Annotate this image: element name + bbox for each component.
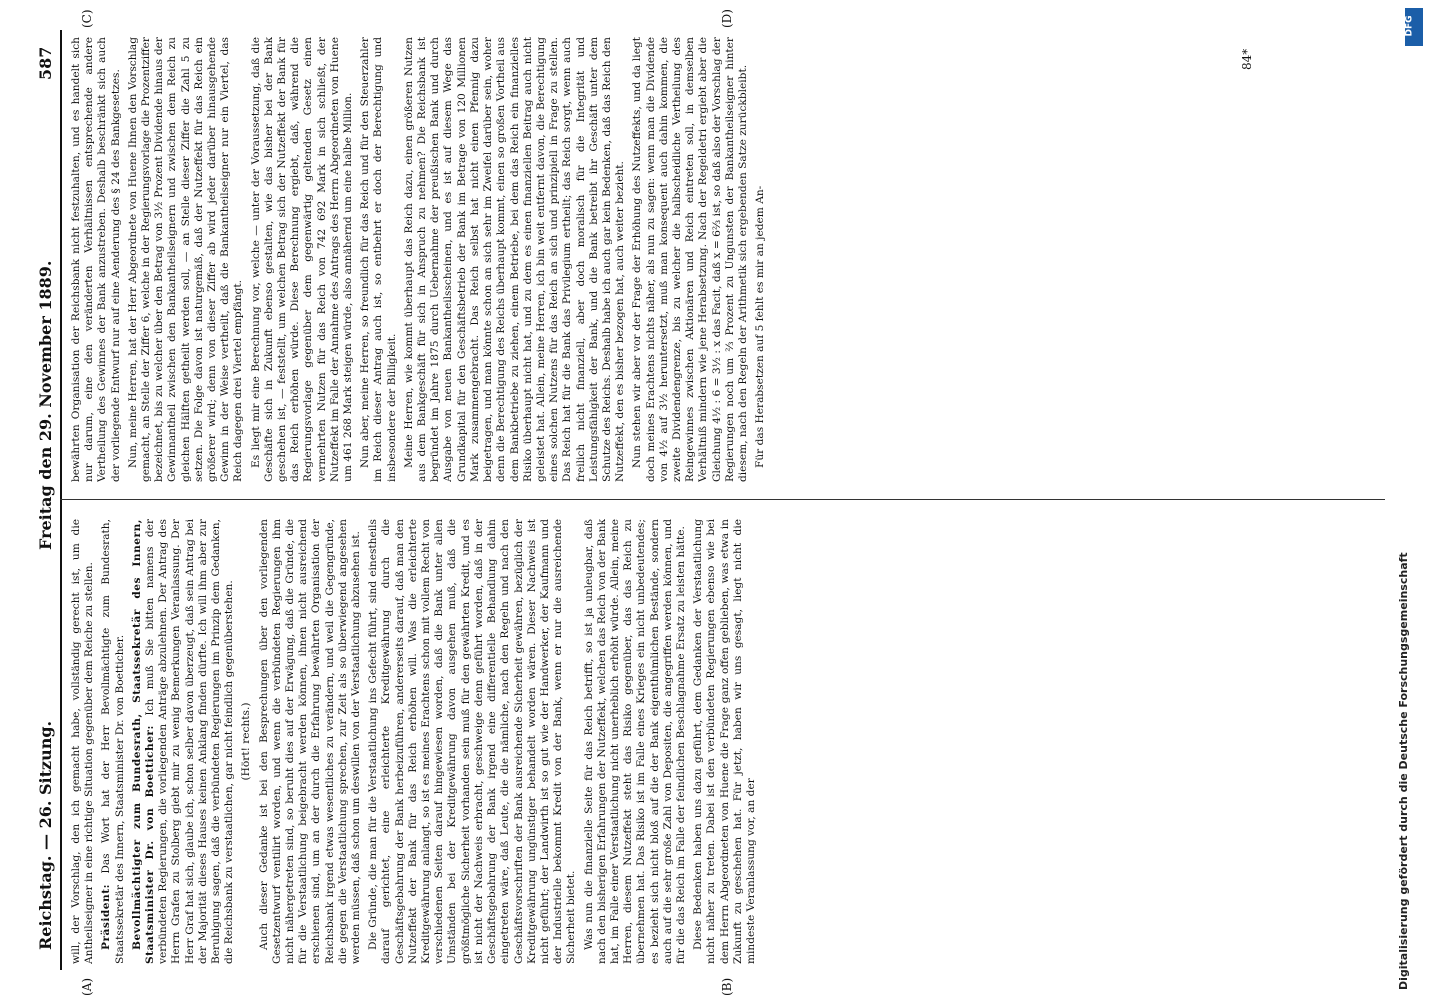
margin-mark-c: (C) bbox=[80, 9, 94, 28]
interjection: (Hört! rechts.) bbox=[240, 702, 253, 781]
paragraph: Nun stehen wir aber vor der Frage der Erhöhung des Nutzeffekts, und da liegt doch meines Erachtens nichts näher, als nun zu sagen: wenn man die Dividende von 4½ auf 3½ heruntersetzt, muß man konsequent auch dahin kommen, die zweite Dividendengrenze, bis zu welcher die halbscheidliche Vertheilung des Reingewinnes zwischen Aktionären und Reich eintreten soll, in demselben Verhältniß mindern wie jene Herabsetzung. Nach der Regeldetri ergiebt aber die Gleichung 4½ : 6 = 3½ : x das Facit, daß x = 6⅔ ist, so daß also der Vorschlag der Regierungen noch um ⅔ Prozent zu Ungunsten der Bankantheilseigner hinter diesem, nach den Regeln der Arithmetik sich ergebenden Satze zurückbleibt. bbox=[631, 37, 749, 482]
right-column bbox=[70, 37, 1380, 482]
header-left: Reichstag. — 26. Sitzung. bbox=[36, 720, 55, 950]
dfg-logo: DFG bbox=[1405, 8, 1423, 46]
speaker-label: Präsident: bbox=[100, 883, 113, 950]
paragraph: bewährten Organisation der Reichsbank nicht festzuhalten, und es handelt sich nur darum, eine den veränderten Verhältnissen entsprechende andere Vertheilung des Gewinnes der Bank anzustreben. Deshalb beschränkt sich auch der vorliegende Entwurf nur auf eine Aenderung des § 24 des Bankgesetzes. bbox=[70, 37, 122, 482]
paragraph: Nun aber, meine Herren, so freundlich für das Reich und für den Steuerzahler im Reich dieser Antrag auch ist, so entbehrt er doch der Berechtigung und insbesondere der Billigkeit. bbox=[359, 37, 398, 482]
speaker-label: Bevollmächtigter zum Bundesrath, Staatssekretär des Innern, Staatsminister Dr. von Boetticher: bbox=[130, 519, 157, 964]
paragraph-text: Das Wort hat der Herr Bevollmächtigte zum Bundesrath, Staatssekretär des Innern, Staatsminister Dr. von Boetticher. bbox=[100, 519, 126, 964]
paragraph: Diese Bedenken haben uns dazu geführt, dem Gedanken der Verstaatlichung nicht näher zu treten. Dabei ist den verbündeten Regierungen ebenso wie bei dem Herrn Abgeordneten von Huene die Frage ganz offen geblieben, was etwa in Zukunft zu geschehen hat. Für jetzt, haben wir uns gesagt, liegt nicht die mindeste Veranlassung vor, an der bbox=[692, 519, 757, 964]
header-rule bbox=[60, 30, 62, 970]
paragraph: Auch dieser Gedanke ist bei den Besprechungen über den vorliegenden Gesetzentwurf ventilirt worden, und wenn die verbündeten Regierungen ihm nicht nähergetreten sind, so beruht dies auf der Erwägung, daß die Gründe, die für die Verstaatlichung beigebracht werden können, ihnen nicht ausreichend erschienen sind, um an der durch die Erfahrung bewährten Organisation der Reichsbank irgend etwas wesentliches zu verändern, und weil die Gegengründe, die gegen die Verstaatlichung sprechen, zur Zeit als so überwiegend angesehen werden müssen, daß schon um deswillen von der Verstaatlichung abzusehen ist. bbox=[257, 519, 363, 964]
margin-mark-d: (D) bbox=[720, 9, 734, 28]
paragraph: Was nun die finanzielle Seite für das Reich betrifft, so ist ja unleugbar, daß nach den bisherigen Erfahrungen der Nutzeffekt, welchen das Reich von der Bank hat, im Falle einer Verstaatlichung nicht unerheblich erhöht würde. Allein, meine Herren, diesem Nutzeffekt steht das Risiko gegenüber, das das Reich zu übernehmen hat. Das Risiko ist im Falle eines Krieges ein nicht unbedeutendes; es bezieht sich nicht bloß auf die der Bank eigenthümlichen Bestände, sondern auch auf die sehr große Zahl von Depositen, die angegriffen werden können, und für die das Reich im Falle der feindlichen Beschlagnahme Ersatz zu leisten hätte. bbox=[582, 519, 687, 964]
paragraph: Die Gründe, die man für die Verstaatlichung ins Gefecht führt, sind einestheils darauf gerichtet, eine erleichterte Kreditgewährung durch die Geschäftsgebahrung der Bank herbeizuführen, andererseits darauf, daß man den Nutzeffekt der Bank für das Reich erhöhen will. Was die erleichterte Kreditgewährung anlangt, so ist es meines Erachtens schon mit vollem Recht von verschiedenen Seiten darauf hingewiesen worden, daß die Bank unter allen Umständen bei der Kreditgewährung davon ausgehen muß, daß die größtmögliche Sicherheit vorhanden sein muß für den gewährten Kredit, und es ist nicht der Nachweis erbracht, geschweige denn geführt worden, daß in der Geschäftsgebahrung der Bank irgend eine differentielle Behandlung dahin eingetreten wäre, daß Leute, die die nämliche, nach den Regeln und nach den Geschäftsvorschriften der Bank ausreichende Sicherheit gewähren, bezüglich der Kreditgewährung ungünstiger behandelt worden wären. Dieser Nachweis ist nicht geführt; der Landwirth ist so gut wie der Handwerker, der Kaufmann und der Industrielle bekommt Kredit von der Bank, wenn er nur die ausreichende Sicherheit bietet. bbox=[367, 519, 578, 964]
left-column bbox=[70, 519, 1380, 964]
paragraph: Nun, meine Herren, hat der Herr Abgeordnete von Huene Ihnen den Vorschlag gemacht, an Stelle der Ziffer 6, welche in der Regierungsvorlage die Prozentziffer bezeichnet, bis zu welcher über den Betrag von 3½ Prozent Dividende hinaus der Gewinnantheil zwischen den Bankantheilseignern und zwischen dem Reich zu gleichen Hälften getheilt werden soll, — an Stelle dieser Ziffer die Zahl 5 zu setzen. Die Folge davon ist naturgemäß, daß der Nutzeffekt für das Reich ein größerer wird; denn von dieser Ziffer ab wird jeder darüber hinausgehende Gewinn in der Weise vertheilt, daß die Bankantheilseigner nur ein Viertel, das Reich dagegen drei Viertel empfängt. bbox=[126, 37, 245, 482]
paragraph: will, der Vorschlag, den ich gemacht habe, vollständig gerecht ist, um die Antheilseigner in eine richtige Situation gegenüber dem Reiche zu stellen. bbox=[70, 519, 96, 964]
paragraph: Es liegt mir eine Berechnung vor, welche — unter der Voraussetzung, daß die Geschäfte sich in Zukunft ebenso gestalten, wie das bisher bei der Bank geschehen ist, — feststellt, um welchen Betrag sich der Nutzeffekt der Bank für das Reich erhöhen würde. Diese Berechnung ergiebt, daß, während die Regierungsvorlage gegenüber dem gegenwärtig geltenden Gesetz einen vermehrten Nutzen für das Reich von 742 692 Mark in sich schließt, der Nutzeffekt im Falle der Annahme des Antrags des Herrn Abgeordneten von Huene um 461 268 Mark steigen würde, also annähernd um eine halbe Million. bbox=[249, 37, 355, 482]
margin-mark-a: (A) bbox=[80, 977, 94, 996]
signature-mark: 84* bbox=[1240, 48, 1254, 70]
credit-text: Digitalisierung gefördert durch die Deutsche Forschungsgemeinschaft bbox=[1397, 552, 1410, 990]
paragraph: Für das Herabsetzen auf 5 fehlt es mir an jedem An- bbox=[754, 185, 767, 468]
paragraph bbox=[131, 519, 237, 964]
header-date: Freitag den 29. November 1889. bbox=[36, 260, 55, 550]
margin-mark-b: (B) bbox=[720, 977, 734, 996]
running-header bbox=[36, 30, 62, 970]
paragraph bbox=[100, 519, 126, 964]
page-number: 587 bbox=[36, 46, 55, 80]
paragraph-text: Ich muß Sie bitten namens der verbündeten Regierungen, die vorliegenden Anträge abzulehnen. Der Antrag des Herrn Grafen zu Stolberg giebt mir zu wenig Bemerkungen Veranlassung. Der Herr Graf hat sich, glaube ich, schon selber davon überzeugt, daß sein Antrag bei der Majorität dieses Hauses keinen Anklang finden dürfte. Ich will ihm aber zur Beruhigung sagen, daß die verbündeten Regierungen im Prinzip dem Gedanken, die Reichsbank zu verstaatlichen, gar nicht feindlich gegenüberstehen. bbox=[144, 519, 236, 964]
digitization-credit bbox=[1395, 0, 1432, 1000]
paragraph: Meine Herren, wie kommt überhaupt das Reich dazu, einen größeren Nutzen aus dem Bankgeschäft für sich in Anspruch zu nehmen? Die Reichsbank ist begründet im Jahre 1875 durch Uebernahme der preußischen Bank und durch Ausgabe von neuen Bankantheilsscheinen, und es ist auf diesem Wege das Grundkapital für den Geschäftsbetrieb der Bank im Betrage von 120 Millionen Mark zusammengebracht. Das Reich selbst hat nicht einen Pfennig dazu beigetragen, und man könnte schon an sich sehr im Zweifel darüber sein, woher denn die Berechtigung des Reichs überhaupt kommt, einen so großen Vortheil aus dem Bankbetriebe zu ziehen, einem Betriebe, bei dem das Reich ein finanzielles Risiko überhaupt nicht hat, und zu dem es einen finanziellen Beitrag auch nicht geleistet hat. Allein, meine Herren, ich bin weit entfernt davon, die Berechtigung eines solchen Nutzens für das Reich an sich und prinzipiell in Frage zu stellen. Das Reich hat für die Bank das Privilegium ertheilt; das Reich sorgt, wenn auch freilich nicht finanziell, aber doch moralisch für die Integrität und Leistungsfähigkeit der Bank, und die Bank betreibt ihr Geschäft unter dem Schutze des Reichs. Deshalb habe ich auch gar kein Bedenken, daß das Reich den Nutzeffekt, den es bisher bezogen hat, auch weiter bezieht. bbox=[402, 37, 627, 482]
column-divider bbox=[60, 499, 1385, 500]
